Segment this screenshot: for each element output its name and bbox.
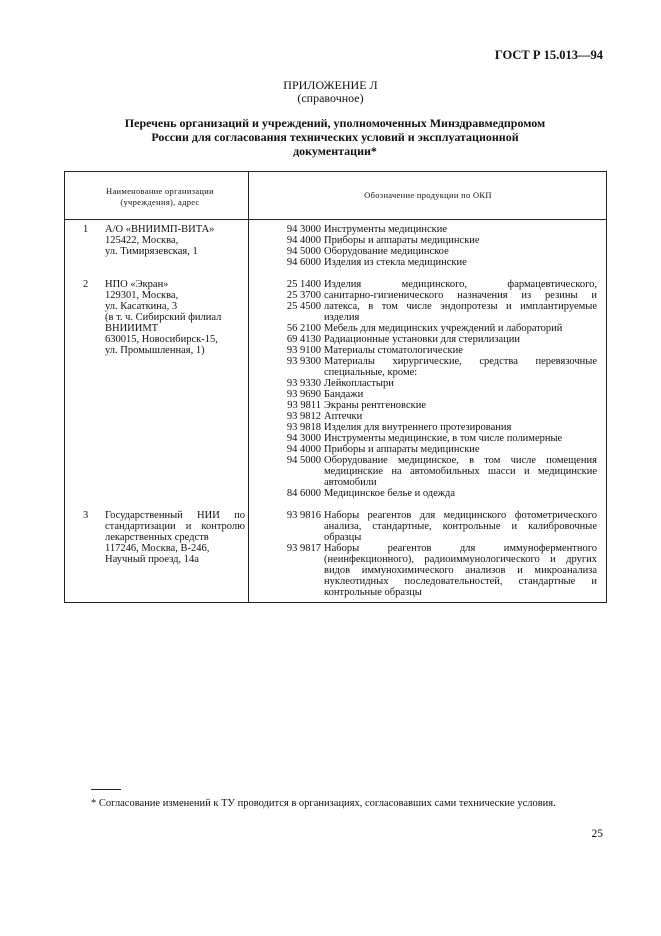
product-description: Оборудование медицинское	[324, 246, 449, 257]
row-number: 1	[83, 224, 89, 235]
product-description: санитарно-гигиенического назначения из резины и	[324, 290, 597, 301]
footnote: * Согласование изменений к ТУ проводится в организациях, согласовавших сами технические условия.	[91, 798, 556, 809]
product-description: Наборы реагентов для медицинского фотометрического анализа, стандартные, контрольные и калибровочные образцы	[324, 510, 597, 543]
product-code: 93 9690	[286, 389, 321, 400]
product-code: 94 6000	[286, 257, 321, 268]
column-header-organization: Наименование организации (учреждения), адрес	[106, 186, 214, 207]
product-code: 25 4500	[286, 301, 321, 312]
product-description: Изделия из стекла медицинские	[324, 257, 467, 268]
product-description: Наборы реагентов для иммуноферментного (неинфекционного), радиоиммунологического и других видов иммунохимического анализов и микроанализа нуклеотидных последовательностей, стандартные и контрольные образцы	[324, 543, 597, 598]
page-number: 25	[591, 828, 603, 840]
product-code: 93 9818	[286, 422, 321, 433]
product-code: 94 5000	[286, 455, 321, 466]
product-description: Изделия для внутреннего протезирования	[324, 422, 512, 433]
document-id: ГОСТ Р 15.013—94	[494, 48, 603, 62]
organization-cell: НПО «Экран» 129301, Москва, ул. Касаткина, 3 (в т. ч. Сибирский филиал ВНИИИМТ 630015, Новосибирск-15, ул. Промышленная, 1)	[105, 279, 222, 356]
title-line: России для согласования технических условий и эксплуатационной	[151, 130, 519, 144]
product-description: Бандажи	[324, 389, 364, 400]
product-description: Экраны рентгеновские	[324, 400, 426, 411]
product-code: 94 3000	[286, 433, 321, 444]
page-title	[120, 116, 550, 158]
product-code: 93 9100	[286, 345, 321, 356]
product-code: 25 3700	[286, 290, 321, 301]
product-description: Аптечки	[324, 411, 363, 422]
product-code: 94 3000	[286, 224, 321, 235]
product-description: Радиационные установки для стерилизации	[324, 334, 520, 345]
product-description: Изделия медицинского, фармацевтического,	[324, 279, 597, 290]
header-divider	[65, 219, 606, 220]
row-number: 2	[83, 279, 89, 290]
column-divider	[248, 172, 249, 602]
product-code: 93 9817	[286, 543, 321, 554]
product-code: 93 9811	[287, 400, 321, 411]
product-code: 93 9816	[286, 510, 321, 521]
product-code: 25 1400	[286, 279, 321, 290]
title-line: Перечень организаций и учреждений, уполномоченных Минздравмедпромом	[124, 116, 546, 130]
product-description: Материалы хирургические, средства перевязочные специальные, кроме:	[324, 356, 597, 378]
product-description: Приборы и аппараты медицинские	[324, 235, 480, 246]
organization-cell: Государственный НИИ по стандартизации и контролю лекарственных средств 117246, Москва, В-246, Научный проезд, 14а	[105, 510, 245, 565]
column-header-product-code: Обозначение продукции по ОКП	[364, 190, 492, 200]
organization-cell: А/О «ВНИИМП-ВИТА» 125422, Москва, ул. Тимирязевская, 1	[105, 224, 215, 257]
product-code: 94 4000	[286, 444, 321, 455]
footnote-rule	[91, 789, 121, 790]
product-code: 93 9330	[286, 378, 321, 389]
product-description: Инструменты медицинские	[324, 224, 448, 235]
row-number: 3	[83, 510, 89, 521]
appendix-label: ПРИЛОЖЕНИЕ Л	[283, 78, 378, 92]
product-code: 84 6000	[286, 488, 321, 499]
product-description: Приборы и аппараты медицинские	[324, 444, 480, 455]
product-description: Медицинское белье и одежда	[324, 488, 456, 499]
product-code: 94 5000	[286, 246, 321, 257]
product-description: Лейкопластыри	[324, 378, 394, 389]
product-code: 93 9812	[286, 411, 321, 422]
appendix-heading	[0, 79, 661, 105]
product-code: 93 9300	[286, 356, 321, 367]
product-description: Инструменты медицинские, в том числе полимерные	[324, 433, 563, 444]
product-description: Материалы стоматологические	[324, 345, 463, 356]
organizations-table	[64, 171, 607, 603]
product-description: Мебель для медицинских учреждений и лабораторий	[324, 323, 563, 334]
product-code: 56 2100	[286, 323, 321, 334]
product-description: Оборудование медицинское, в том числе помещения медицинские на автомобильных шасси и медицинские автомобили	[324, 455, 597, 488]
appendix-kind: (справочное)	[297, 91, 364, 105]
product-code: 94 4000	[286, 235, 321, 246]
product-description: латекса, в том числе эндопротезы и имплантируемые изделия	[324, 301, 597, 323]
product-code: 69 4130	[286, 334, 321, 345]
title-line: документации*	[293, 144, 377, 158]
